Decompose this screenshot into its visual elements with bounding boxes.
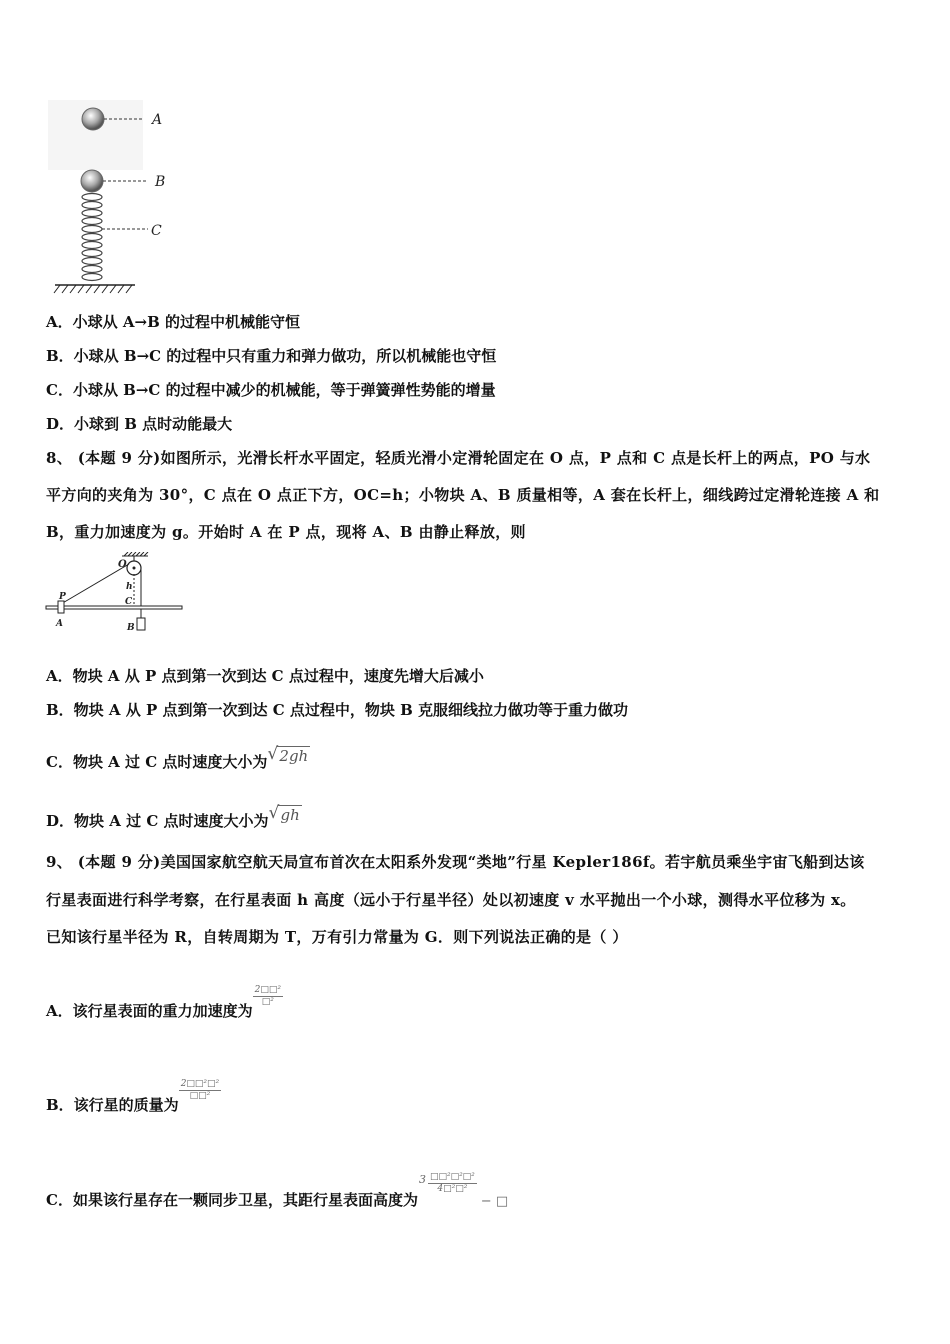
svg-text:B: B (127, 623, 135, 633)
q9-stem-line2: 行星表面进行科学考察，在行星表面 h 高度（远小于行星半径）处以初速度 v 水平抛出一个小球，测得水平位移为 x。 (46, 891, 856, 909)
q8-option-a: A．物块 A 从 P 点到第一次到达 C 点过程中，速度先增大后减小 (46, 667, 484, 685)
sqrt-gh: √ gh (268, 803, 300, 824)
fraction-b: $\frac{\text{2□□²□²}}{\text{□□²}}$ (180, 1079, 220, 1101)
ball-b (81, 170, 103, 192)
svg-text:h: h (126, 582, 133, 592)
svg-text:A: A (56, 619, 63, 629)
q9-option-b: B．该行星的质量为 $\frac{\text{2□□²□²}}{\text{□□²}}$ (46, 1079, 220, 1114)
q8-option-c: C．物块 A 过 C 点时速度大小为 √ 2gh (46, 744, 309, 771)
q8-option-b: B．物块 A 从 P 点到第一次到达 C 点过程中，物块 B 克服细线拉力做功等于重力做功 (46, 701, 628, 719)
rod (46, 606, 182, 609)
ball-a (82, 108, 104, 130)
block-a (58, 601, 64, 613)
pulley-rod-figure (42, 552, 192, 637)
q9-option-c: C．如果该行星存在一颗同步卫星，其距行星表面高度为 3 $\frac{\text{□□²□²□²}}{\text{4□²□²}}$ − □ (46, 1172, 509, 1209)
q9-option-a: A．该行星表面的重力加速度为 $\frac{\text{2□□²}}{\text{□²}}$ (46, 985, 281, 1020)
q9-stem-line1: 9、 (本题 9 分)美国国家航空航天局宣布首次在太阳系外发现“类地”行星 Kepler186f。若宇航员乘坐宇宙飞船到达该 (46, 853, 865, 871)
q8-stem-line2: 平方向的夹角为 30°，C 点在 O 点正下方，OC=h；小物块 A、B 质量相等，A 套在长杆上，细线跨过定滑轮连接 A 和 (46, 486, 880, 504)
block-b (137, 618, 145, 630)
q7-option-d: D．小球到 B 点时动能最大 (46, 415, 233, 433)
spring (82, 194, 102, 281)
svg-text:C: C (125, 597, 133, 607)
q7-option-c: C．小球从 B→C 的过程中减少的机械能，等于弹簧弹性势能的增量 (46, 381, 496, 399)
svg-text:O: O (118, 559, 127, 570)
q8-option-d: D．物块 A 过 C 点时速度大小为 √ gh (46, 803, 300, 830)
q8-stem-line1: 8、 (本题 9 分)如图所示，光滑长杆水平固定，轻质光滑小定滑轮固定在 O 点，P 点和 C 点是长杆上的两点，PO 与水 (46, 449, 871, 467)
cube-root-c: 3 $\frac{\text{□□²□²□²}}{\text{4□²□²}}$ (418, 1172, 475, 1194)
label-c: C (151, 223, 162, 239)
label-a: A (152, 112, 163, 128)
q9-stem-line3: 已知该行星半径为 R，自转周期为 T，万有引力常量为 G．则下列说法正确的是（ ） (46, 928, 628, 946)
q7-option-a: A．小球从 A→B 的过程中机械能守恒 (46, 313, 300, 331)
label-b: B (155, 174, 166, 190)
sqrt-2gh: √ 2gh (267, 744, 309, 765)
fraction-a: $\frac{\text{2□□²}}{\text{□²}}$ (254, 985, 281, 1007)
q8-stem-line3: B，重力加速度为 g。开始时 A 在 P 点，现将 A、B 由静止释放，则 (46, 523, 526, 541)
svg-text:P: P (59, 592, 66, 602)
spring-ball-figure (40, 95, 220, 295)
q7-option-b: B．小球从 B→C 的过程中只有重力和弹力做功，所以机械能也守恒 (46, 347, 497, 365)
